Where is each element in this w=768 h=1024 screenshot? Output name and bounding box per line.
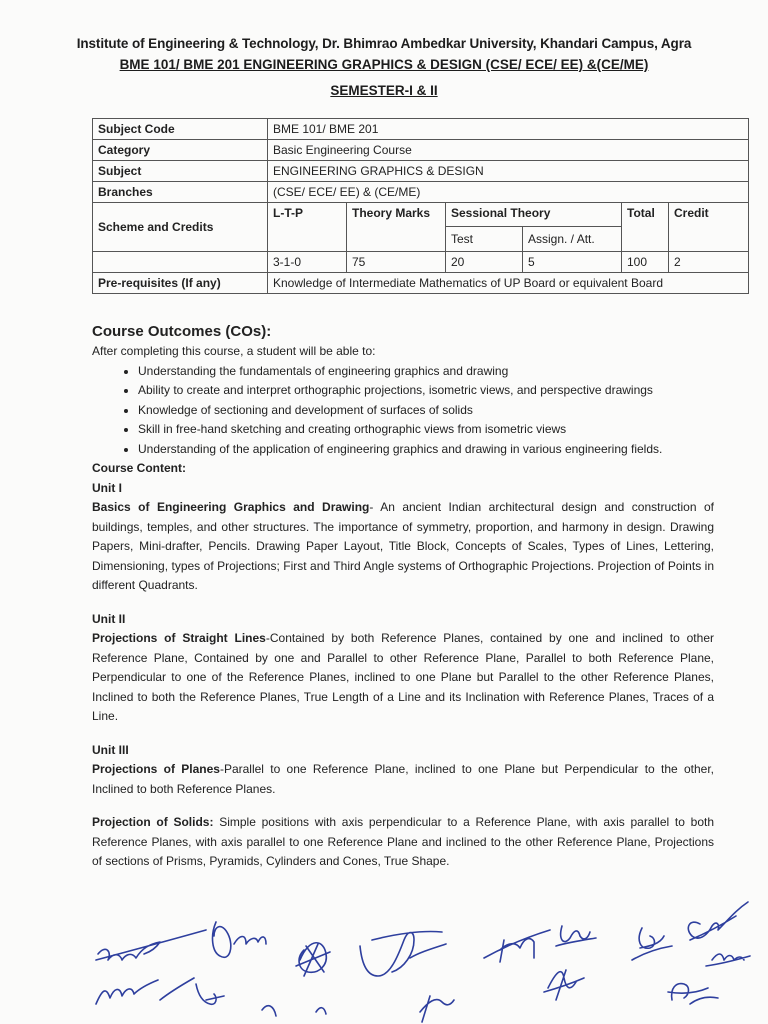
content-title: Course Content:	[92, 461, 186, 475]
signature	[296, 943, 330, 976]
unit3-paragraph	[92, 760, 714, 799]
course-body	[92, 320, 714, 872]
sessional-theory-header: Sessional Theory	[446, 203, 622, 227]
signature	[96, 978, 194, 1004]
signature	[632, 928, 672, 960]
signature	[484, 930, 550, 962]
unit2-paragraph	[92, 629, 714, 727]
credit-header: Credit	[669, 203, 749, 252]
prereq-value: Knowledge of Intermediate Mathematics of UP Board or equivalent Board	[268, 273, 749, 294]
unit3-heading: Projections of Planes	[92, 762, 220, 776]
course-title: BME 101/ BME 201 ENGINEERING GRAPHICS & DESIGN (CSE/ ECE/ EE) &(CE/ME)	[119, 57, 649, 72]
unit1-heading: Basics of Engineering Graphics and Drawing	[92, 500, 370, 514]
outcome-item: • Skill in free-hand sketching and creating orthographic views from isometric views	[138, 420, 714, 440]
category-label: Category	[93, 140, 268, 161]
unit2-label: Unit II	[92, 611, 126, 626]
outcome-item: • Ability to create and interpret orthographic projections, isometric views, and perspective drawings	[138, 381, 714, 401]
signature	[420, 996, 454, 1022]
signature	[668, 984, 718, 1004]
category-value: Basic Engineering Course	[268, 140, 749, 161]
signature	[196, 984, 224, 1004]
institute-name: Institute of Engineering & Technology, Dr. Bhimrao Ambedkar University, Khandari Campus, Agra	[76, 36, 692, 51]
prereq-label: Pre-requisites (If any)	[93, 273, 268, 294]
subject-label: Subject	[93, 161, 268, 182]
signature	[556, 926, 596, 946]
signature	[213, 922, 266, 957]
unit2-heading: Projections of Straight Lines	[92, 631, 266, 645]
subject-code-value: BME 101/ BME 201	[268, 119, 749, 140]
branches-label: Branches	[93, 182, 268, 203]
scheme-label-continuation	[93, 252, 268, 273]
subject-info-table	[92, 118, 749, 294]
unit2-text: -Contained by both Reference Planes, contained by one and inclined to other Reference Plane, Contained by one and Parallel to other Reference Plane, Parallel to both Reference Plane, Perpendicular to one of the Reference Planes, inclined to one Plane but Parallel to the other Reference Planes, Inclined to both the Reference Planes, True Length of a Line and its Inclination with Reference Planes, Traces of a Line.	[92, 631, 714, 723]
total-value: 100	[622, 252, 669, 273]
subject-code-label: Subject Code	[93, 119, 268, 140]
test-header: Test	[446, 227, 523, 252]
credit-value: 2	[669, 252, 749, 273]
signature	[360, 931, 446, 976]
theory-marks-header: Theory Marks	[347, 203, 446, 252]
semester-title: SEMESTER-I & II	[330, 83, 438, 98]
solids-paragraph	[92, 813, 714, 872]
unit1-label: Unit I	[92, 480, 122, 495]
signature	[688, 902, 748, 940]
test-value: 20	[446, 252, 523, 273]
ltp-header: L-T-P	[268, 203, 347, 252]
unit1-paragraph	[92, 498, 714, 596]
outcomes-list	[92, 362, 714, 460]
outcomes-title: Course Outcomes (COs):	[92, 323, 272, 340]
theory-marks-value: 75	[347, 252, 446, 273]
signatures-area	[0, 900, 768, 1024]
unit3-label: Unit III	[92, 742, 129, 757]
signature	[544, 970, 584, 1000]
subject-value: ENGINEERING GRAPHICS & DESIGN	[268, 161, 749, 182]
unit1-text: - An ancient Indian architectural design and construction of buildings, temples, and other structures. The importance of symmetry, proportion, and harmony in design. Drawing Papers, Mini-drafter, Pencils. Drawing Paper Layout, Title Block, Concepts of Scales, Types of Lines, Lettering, Dimensioning, types of Projections; First and Third Angle systems of Orthographic Projections. Projection of Points in different Quadrants.	[92, 500, 714, 592]
total-header: Total	[622, 203, 669, 252]
signature	[706, 954, 750, 966]
ltp-value: 3-1-0	[268, 252, 347, 273]
signature	[262, 1006, 326, 1016]
scheme-label: Scheme and Credits	[93, 203, 268, 252]
unit3-text: -Parallel to one Reference Plane, inclined to one Plane but Perpendicular to the other, Inclined to both Reference Planes.	[92, 762, 714, 796]
solids-heading: Projection of Solids:	[92, 815, 214, 829]
signature	[96, 930, 206, 960]
branches-value: (CSE/ ECE/ EE) & (CE/ME)	[268, 182, 749, 203]
outcome-item: • Understanding the fundamentals of engineering graphics and drawing	[138, 362, 714, 382]
assign-value: 5	[523, 252, 622, 273]
outcome-item: • Knowledge of sectioning and development of surfaces of solids	[138, 401, 714, 421]
solids-text: Simple positions with axis perpendicular to a Reference Plane, with axis parallel to both Reference Planes, with axis parallel to one Reference Plane and inclined to the other Reference Plane, Projections of sections of Prisms, Pyramids, Cylinders and Cones, True Shape.	[92, 815, 715, 868]
outcomes-intro: After completing this course, a student will be able to:	[92, 344, 376, 358]
outcome-item: • Understanding of the application of engineering graphics and drawing in various engineering fields.	[138, 440, 714, 460]
assign-header: Assign. / Att.	[523, 227, 622, 252]
